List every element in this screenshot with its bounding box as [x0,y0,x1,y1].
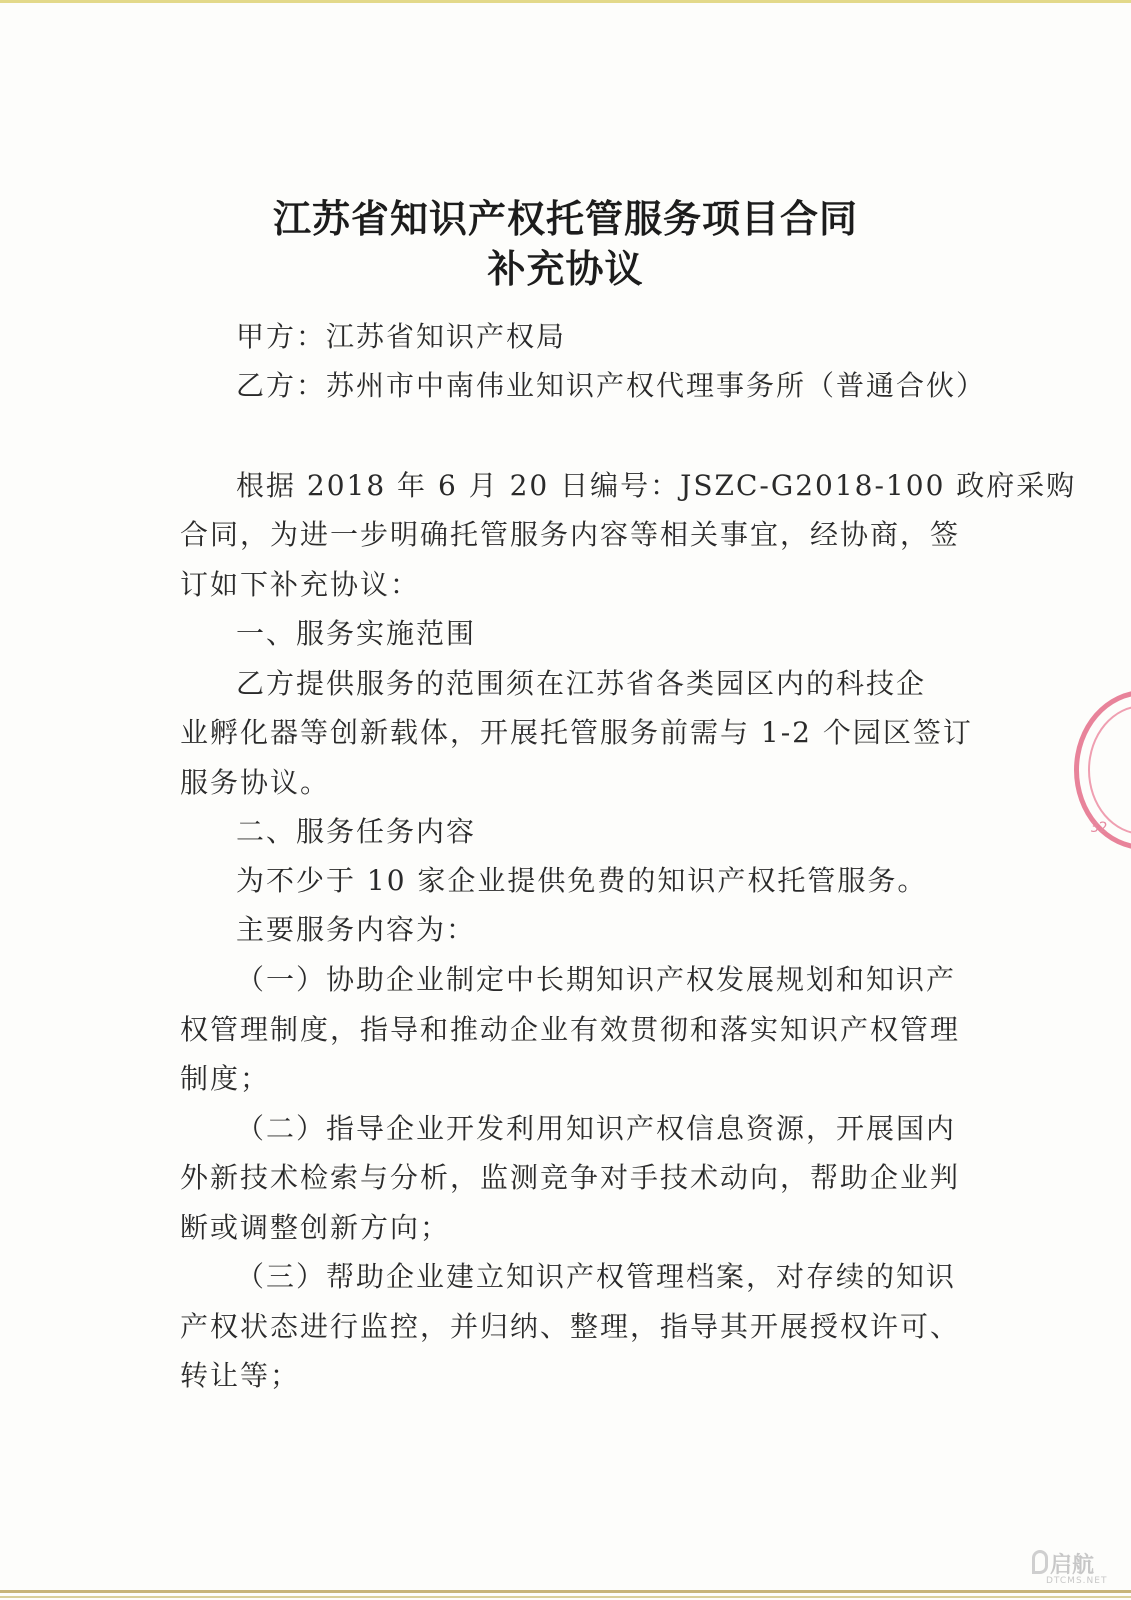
body-line: 权管理制度，指导和推动企业有效贯彻和落实知识产权管理 [180,1013,961,1046]
bottom-border-rule [0,1590,1131,1593]
seal-number-fragment: 32 [1090,820,1108,836]
body-line: 业孵化器等创新载体，开展托管服务前需与 1-2 个园区签订 [180,716,973,749]
body-line: （二）指导企业开发利用知识产权信息资源，开展国内 [236,1112,957,1145]
party-b: 乙方：苏州市中南伟业知识产权代理事务所（普通合伙） [236,369,987,402]
body-line: （三）帮助企业建立知识产权管理档案，对存续的知识 [236,1260,957,1293]
body-line: 主要服务内容为： [236,913,477,946]
watermark [1032,1548,1122,1584]
document-subtitle: 补充协议 [487,247,644,291]
watermark-main-text: 启航 [1050,1553,1095,1578]
body-line: 制度； [180,1062,271,1095]
body-line: 外新技术检索与分析，监测竞争对手技术动向，帮助企业判 [180,1161,961,1194]
party-a: 甲方：江苏省知识产权局 [236,320,567,353]
body-line: （一）协助企业制定中长期知识产权发展规划和知识产 [236,963,957,996]
body-line: 乙方提供服务的范围须在江苏省各类园区内的科技企 [236,667,927,700]
bottom-border-rule-secondary [0,1596,1131,1598]
body-line: 根据 2018 年 6 月 20 日编号：JSZC-G2018-100 政府采购 [236,469,1077,502]
top-border-rule [0,0,1131,3]
body-line: 服务协议。 [180,766,331,799]
watermark-sub-text: DTCMS.NET [1046,1576,1108,1586]
section-heading-2: 二、服务任务内容 [236,815,477,848]
watermark-logo-icon [1032,1550,1048,1574]
body-line: 断或调整创新方向； [180,1211,451,1244]
body-line: 合同，为进一步明确托管服务内容等相关事宜，经协商，签 [180,518,961,551]
body-line: 转让等； [180,1359,301,1392]
section-heading-1: 一、服务实施范围 [236,617,477,650]
body-line: 产权状态进行监控，并归纳、整理，指导其开展授权许可、 [180,1310,961,1343]
body-line: 订如下补充协议： [180,568,421,601]
body-line: 为不少于 10 家企业提供免费的知识产权托管服务。 [236,864,928,897]
document-title: 江苏省知识产权托管服务项目合同 [272,197,858,241]
